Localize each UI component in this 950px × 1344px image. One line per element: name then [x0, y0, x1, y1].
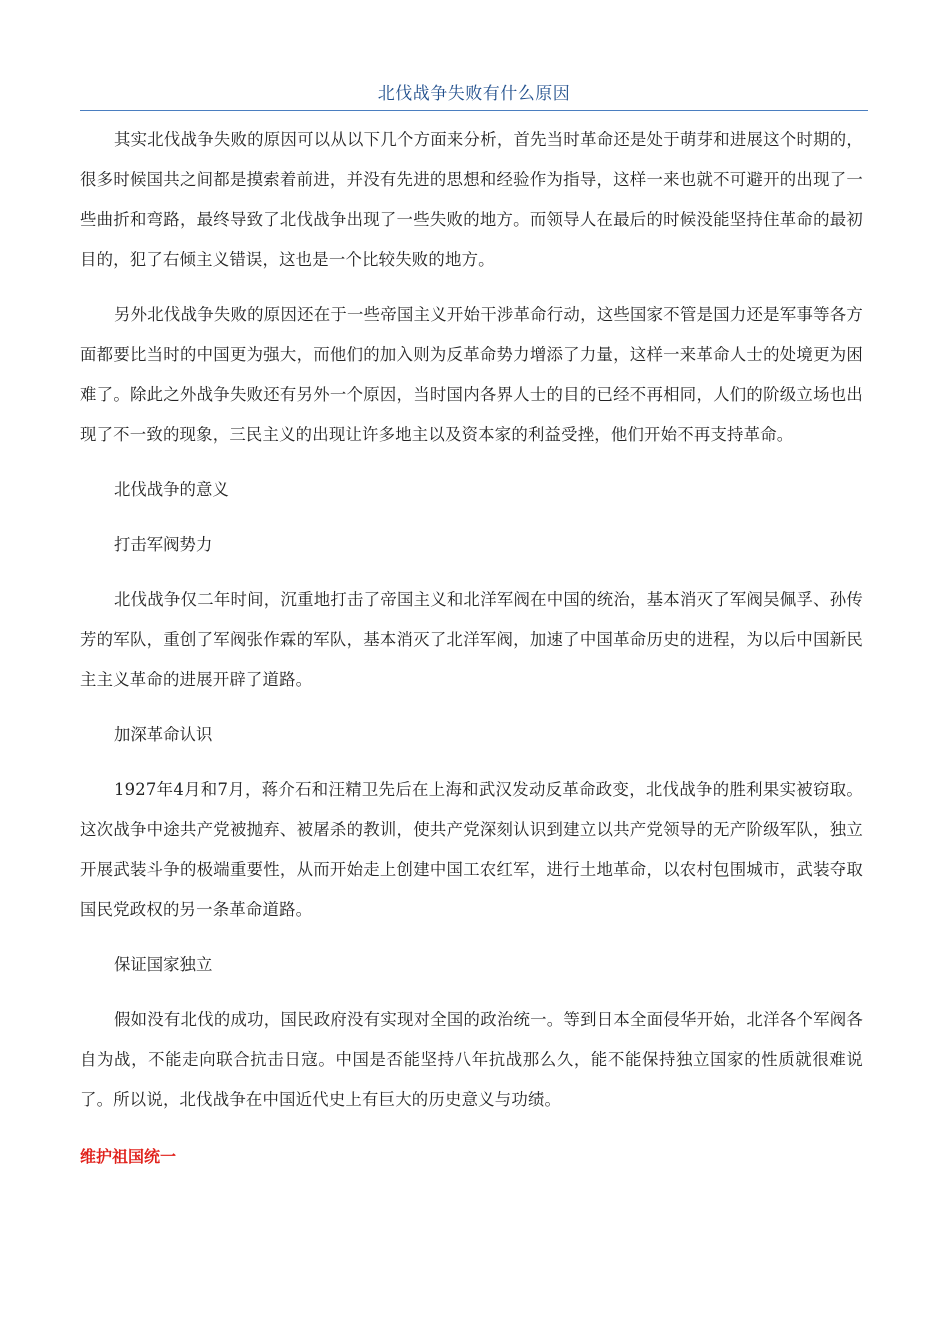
- subheading-significance: 北伐战争的意义: [114, 480, 229, 499]
- paragraph-national-independence: 假如没有北伐的成功，国民政府没有实现对全国的政治统一。等到日本全面侵华开始，北洋各个军阀各自为战，不能走向联合抗击日寇。中国是否能坚持八年抗战那么久，能不能保持独立国家的性质就很难说了。所以说，北伐战争在中国近代史上有巨大的历史意义与功绩。: [80, 1010, 863, 1109]
- subheading-strike-warlords: 打击军阀势力: [114, 535, 213, 554]
- subheading-national-independence: 保证国家独立: [114, 955, 213, 974]
- paragraph-imperialist-interference: 另外北伐战争失败的原因还在于一些帝国主义开始干涉革命行动，这些国家不管是国力还是军事等各方面都要比当时的中国更为强大，而他们的加入则为反革命势力增添了力量，这样一来革命人士的处境更为困难了。除此之外战争失败还有另外一个原因，当时国内各界人士的目的已经不再相同，人们的阶级立场也出现了不一致的现象，三民主义的出现让许多地主以及资本家的利益受挫，他们开始不再支持革命。: [80, 305, 863, 444]
- paragraph-strike-warlords: 北伐战争仅二年时间，沉重地打击了帝国主义和北洋军阀在中国的统治，基本消灭了军阀吴佩孚、孙传芳的军队，重创了军阀张作霖的军队，基本消灭了北洋军阀，加速了中国革命历史的进程，为以后中国新民主主义革命的进展开辟了道路。: [80, 590, 863, 689]
- subheading-deepen-understanding: 加深革命认识: [114, 725, 213, 744]
- paragraph-failure-reasons: 其实北伐战争失败的原因可以从以下几个方面来分析，首先当时革命还是处于萌芽和进展这个时期的，很多时候国共之间都是摸索着前进，并没有先进的思想和经验作为指导，这样一来也就不可避开的出现了一些曲折和弯路，最终导致了北伐战争出现了一些失败的地方。而领导人在最后的时候没能坚持住革命的最初目的，犯了右倾主义错误，这也是一个比较失败的地方。: [80, 130, 863, 269]
- heading-national-unity: 维护祖国统一: [80, 1147, 177, 1166]
- paragraph-deepen-understanding: 1927年4月和7月，蒋介石和汪精卫先后在上海和武汉发动反革命政变，北伐战争的胜利果实被窃取。这次战争中途共产党被抛弃、被屠杀的教训，使共产党深刻认识到建立以共产党领导的无产阶级军队，独立开展武装斗争的极端重要性，从而开始走上创建中国工农红军，进行土地革命，以农村包围城市，武装夺取国民党政权的另一条革命道路。: [80, 780, 863, 919]
- document-body: [80, 120, 863, 1177]
- page-title: 北伐战争失败有什么原因: [377, 84, 571, 104]
- page-header: [80, 78, 868, 111]
